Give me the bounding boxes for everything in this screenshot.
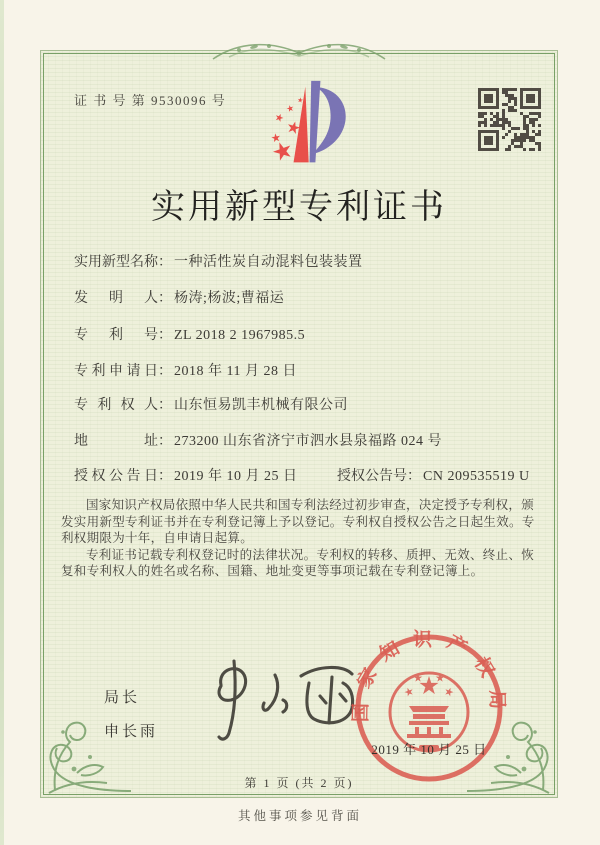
certificate-title: 实用新型专利证书 xyxy=(151,189,447,226)
field-utility-model-name xyxy=(74,251,363,271)
field-colon: ： xyxy=(158,291,172,306)
field-colon: ： xyxy=(158,328,172,343)
field-value: 273200 山东省济宁市泗水县泉福路 024 号 xyxy=(174,434,442,449)
legal-paragraph-2: 专利证书记载专利权登记时的法律状况。专利权的转移、质押、无效、终止、恢复和专利权人的姓名或名称、国籍、地址变更等事项记载在专利登记簿上。 xyxy=(61,547,535,578)
field-filing-date xyxy=(74,360,297,380)
legal-paragraph-1: 国家知识产权局依照中华人民共和国专利法经过初步审查，决定授予专利权，颁发实用新型专利证书并在专利登记簿上予以登记。专利权自授权公告之日起生效。专利权期限为十年，自申请日起算。 xyxy=(61,498,535,545)
scan-edge-artifact xyxy=(0,0,4,845)
field-value: ZL 2018 2 1967985.5 xyxy=(174,328,306,343)
legal-text-block xyxy=(61,497,541,580)
field-label: 实用新型名称 xyxy=(74,255,158,270)
field-label: 地址 xyxy=(74,434,158,449)
field-colon: ： xyxy=(158,469,172,484)
field-colon: ： xyxy=(158,398,172,413)
field-address xyxy=(74,430,442,450)
grant-number-pair xyxy=(337,465,530,485)
field-colon: ： xyxy=(158,364,172,379)
qr-code xyxy=(478,88,541,151)
seal-agency-text: 国家知识产权局 xyxy=(350,629,508,723)
certificate-body xyxy=(40,50,558,798)
field-value: 2018 年 11 月 28 日 xyxy=(174,364,297,379)
grant-date-pair xyxy=(74,469,298,484)
field-colon: ： xyxy=(158,255,172,270)
field-label: 专利权人 xyxy=(74,398,158,413)
field-label: 发明人 xyxy=(74,291,158,306)
field-grant-line xyxy=(74,465,530,485)
field-label: 授权公告号 xyxy=(337,469,407,484)
field-label: 专利号 xyxy=(74,328,158,343)
director-signature-icon xyxy=(193,653,368,751)
field-value: 一种活性炭自动混料包装装置 xyxy=(174,255,363,270)
field-value: 山东恒易凯丰机械有限公司 xyxy=(174,398,348,413)
grant-number-value: CN 209535519 U xyxy=(423,469,530,484)
field-colon: ： xyxy=(158,434,172,449)
field-label: 授权公告日 xyxy=(74,469,158,484)
field-label: 专利申请日 xyxy=(74,364,158,379)
grant-date-value: 2019 年 10 月 25 日 xyxy=(174,469,298,484)
field-inventors xyxy=(74,287,284,307)
patent-office-logo-icon xyxy=(265,75,349,169)
field-colon: ： xyxy=(407,469,421,484)
page-number: 第 1 页 (共 2 页) xyxy=(244,776,354,790)
signer-title: 局长 xyxy=(104,690,141,706)
back-side-note: 其他事项参见背面 xyxy=(237,809,362,823)
seal-date: 2019 年 10 月 25 日 xyxy=(371,742,487,757)
certificate-number: 证 书 号 第 9530096 号 xyxy=(74,93,227,108)
top-garland-icon xyxy=(209,37,389,67)
field-patentee xyxy=(74,394,348,414)
corner-flourish-icon xyxy=(43,699,135,795)
field-patent-number xyxy=(74,324,305,344)
field-value: 杨涛;杨波;曹福运 xyxy=(174,291,285,306)
signer-name: 申长雨 xyxy=(104,724,159,740)
